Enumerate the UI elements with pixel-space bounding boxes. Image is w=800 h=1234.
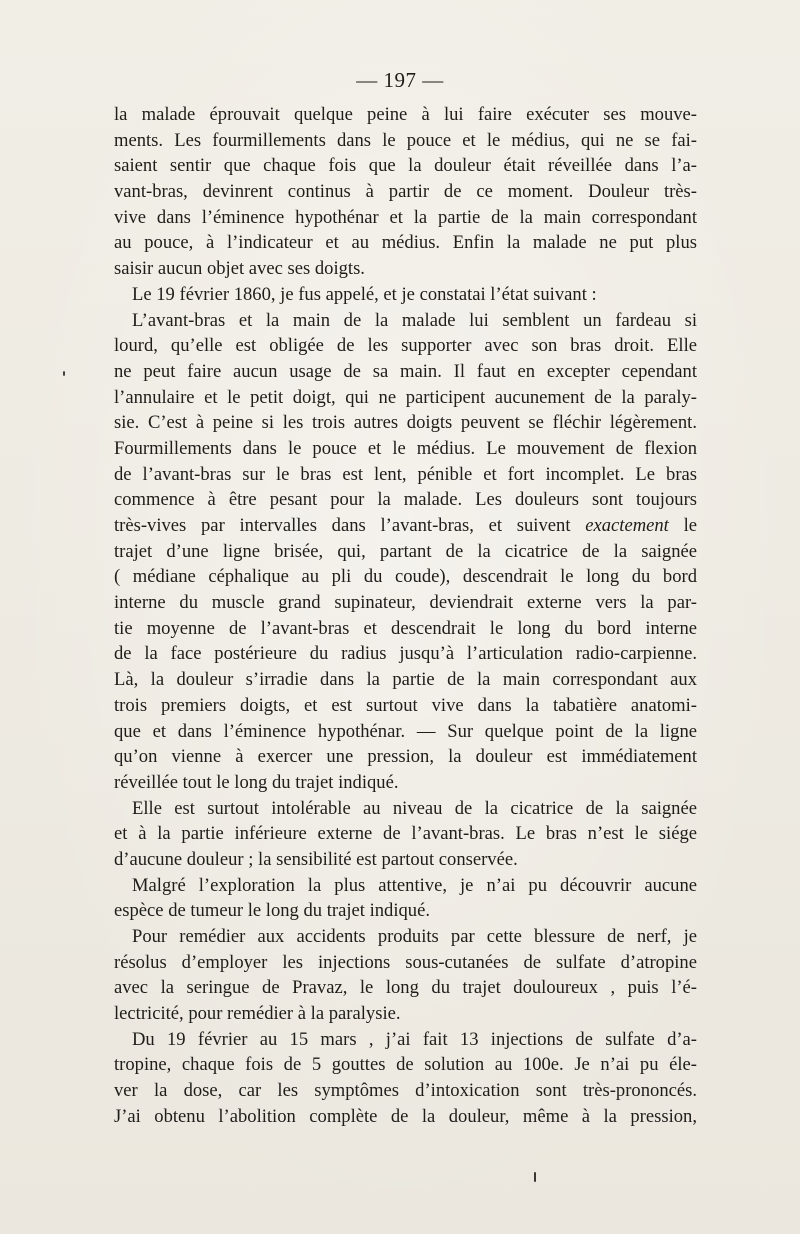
- text-line: saient sentir que chaque fois que la douleur était réveillée dans l’a-: [114, 155, 697, 177]
- text-line: commence à être pesant pour la malade. Les douleurs sont toujours: [114, 489, 697, 511]
- text-line: vant-bras, devinrent continus à partir de ce moment. Douleur très-: [114, 181, 697, 203]
- text-line: interne du muscle grand supinateur, deviendrait externe vers la par-: [114, 592, 697, 614]
- text-line: que et dans l’éminence hypothénar. — Sur quelque point de la ligne: [114, 720, 697, 742]
- text-line: ne peut faire aucun usage de sa main. Il faut en excepter cependant: [114, 360, 697, 382]
- text-run: très-vives par intervalles dans l’avant-bras, et suivent: [114, 515, 586, 536]
- text-line: ments. Les fourmillements dans le pouce et le médius, qui ne se fai-: [114, 129, 697, 151]
- text-line: l’annulaire et le petit doigt, qui ne participent aucunement de la paraly-: [114, 386, 697, 408]
- text-line: Malgré l’exploration la plus attentive, je n’ai pu découvrir aucune: [132, 874, 697, 896]
- text-line: sie. C’est à peine si les trois autres doigts peuvent se fléchir légèrement.: [114, 412, 697, 434]
- ink-speck: [534, 1172, 536, 1182]
- text-line: saisir aucun objet avec ses doigts.: [114, 258, 365, 280]
- text-line: Le 19 février 1860, je fus appelé, et je constatai l’état suivant :: [132, 283, 597, 305]
- text-line: tie moyenne de l’avant-bras et descendrait le long du bord interne: [114, 617, 697, 639]
- text-run: le: [668, 515, 697, 536]
- text-line: et à la partie inférieure externe de l’avant-bras. Le bras n’est le siége: [114, 823, 697, 845]
- text-line: ( médiane céphalique au pli du coude), descendrait le long du bord: [114, 566, 697, 588]
- text-line: de la face postérieure du radius jusqu’à l’articulation radio-carpienne.: [114, 643, 697, 665]
- text-line: lectricité, pour remédier à la paralysie.: [114, 1003, 401, 1025]
- text-line: Elle est surtout intolérable au niveau de la cicatrice de la saignée: [132, 797, 697, 819]
- text-line: J’ai obtenu l’abolition complète de la douleur, même à la pression,: [114, 1105, 697, 1127]
- text-line: d’aucune douleur ; la sensibilité est partout conservée.: [114, 848, 518, 870]
- text-line: la malade éprouvait quelque peine à lui faire exécuter ses mouve-: [114, 104, 697, 125]
- text-line: lourd, qu’elle est obligée de les supporter avec son bras droit. Elle: [114, 335, 697, 357]
- text-line: au pouce, à l’indicateur et au médius. Enfin la malade ne put plus: [114, 232, 697, 254]
- text-line: ver la dose, car les symptômes d’intoxication sont très-prononcés.: [114, 1080, 697, 1102]
- text-line: espèce de tumeur le long du trajet indiqué.: [114, 900, 430, 922]
- body-text: [114, 102, 697, 1130]
- text-line: résolus d’employer les injections sous-cutanées de sulfate d’atropine: [114, 951, 697, 973]
- text-line: vive dans l’éminence hypothénar et la partie de la main correspondant: [114, 206, 697, 228]
- text-line: de l’avant-bras sur le bras est lent, pénible et fort incomplet. Le bras: [114, 463, 697, 485]
- text-line: Pour remédier aux accidents produits par cette blessure de nerf, je: [132, 926, 697, 947]
- italic-word: exactement: [585, 515, 669, 536]
- text-line: qu’on vienne à exercer une pression, la douleur est immédiatement: [114, 746, 697, 768]
- ink-speck: [63, 371, 65, 376]
- text-line: avec la seringue de Pravaz, le long du trajet douloureux , puis l’é-: [114, 977, 697, 999]
- text-line: trois premiers doigts, et est surtout vive dans la tabatière anatomi-: [114, 694, 697, 716]
- text-line: Fourmillements dans le pouce et le médius. Le mouvement de flexion: [114, 437, 697, 459]
- text-line: L’avant-bras et la main de la malade lui semblent un fardeau si: [132, 309, 697, 331]
- page-number: — 197 —: [356, 68, 444, 92]
- text-line: tropine, chaque fois de 5 gouttes de solution au 100e. Je n’ai pu éle-: [114, 1054, 697, 1076]
- text-line: réveillée tout le long du trajet indiqué.: [114, 771, 399, 793]
- text-line: Là, la douleur s’irradie dans la partie de la main correspondant aux: [114, 669, 697, 691]
- text-line: Du 19 février au 15 mars , j’ai fait 13 injections de sulfate d’a-: [132, 1028, 697, 1050]
- text-line: [114, 513, 697, 539]
- text-line: trajet d’une ligne brisée, qui, partant de la cicatrice de la saignée: [114, 540, 697, 562]
